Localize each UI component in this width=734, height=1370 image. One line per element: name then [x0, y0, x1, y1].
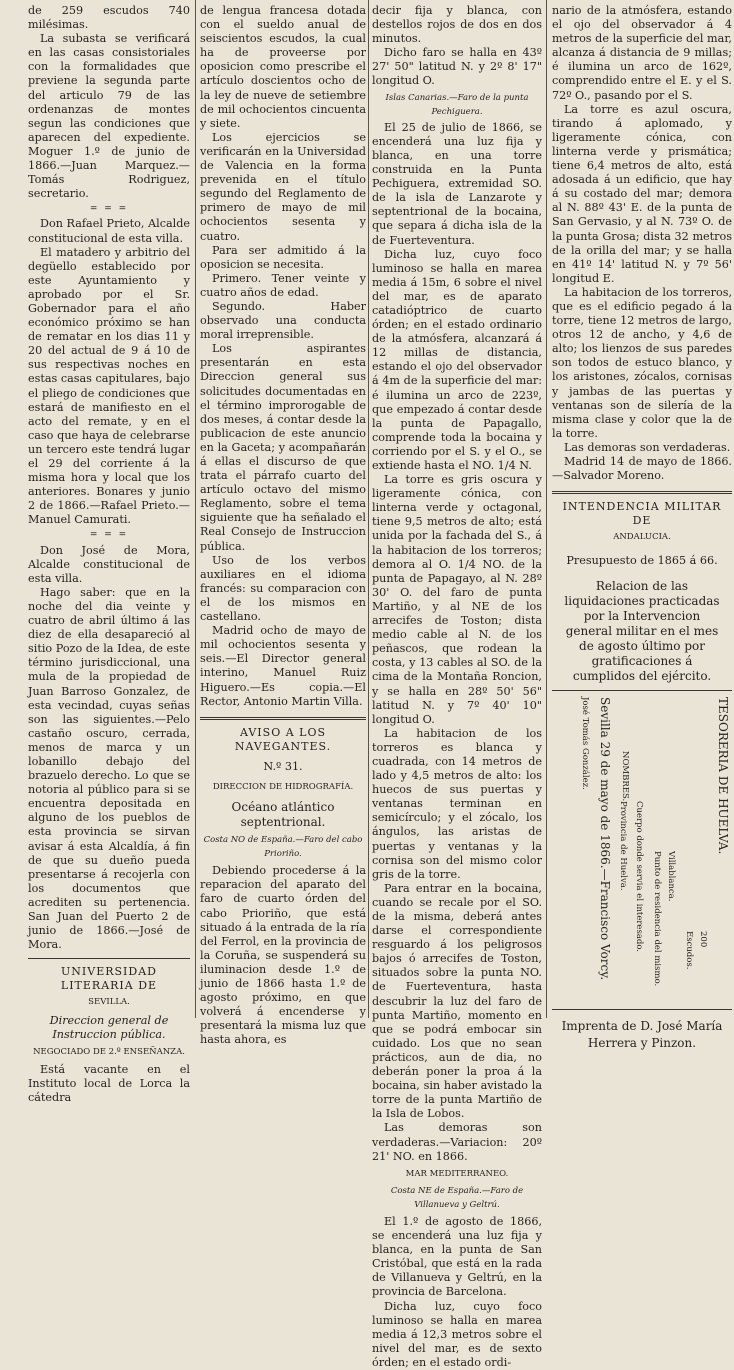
coast-title: Costa NE de España.—Faro de Villanueva y Geltrú.	[390, 1185, 524, 1210]
section-subheading: SEVILLA.	[88, 997, 130, 1008]
divider	[200, 717, 366, 720]
section-heading: UNIVERSIDAD LITERARIA DE	[60, 965, 158, 993]
paragraph: Uso de los verbos auxiliares en el idioma francés: su comparacion con el de los mismos en castellano.	[200, 553, 366, 624]
table-cell: Provincia de Huelva.	[618, 800, 629, 891]
coast-title: Costa NO de España.—Faro del cabo Prioriño.	[203, 835, 363, 860]
direction-title: Direccion general de Instruccion pública.	[49, 1013, 169, 1041]
table-header: Punto de residencia del mismo.	[652, 850, 663, 986]
paragraph: Las demoras son verdaderas.	[564, 440, 731, 454]
paragraph: Segundo. Haber observado una conducta moral irreprensible.	[200, 299, 366, 342]
paragraph: Para ser admitido á la oposicion se necesita.	[200, 243, 366, 271]
budget-title: Presupuesto de 1865 á 66.	[566, 554, 718, 568]
paragraph: La habitacion de los torreros es blanca y cuadrada, con 14 metros de lado y 4,5 metros de alto: los huecos de sus puertas y ventanas terminan en semicírculo; y el zócalo, los ángulos, las aristas de puertas y ventanas y la cornisa son del mismo color gris de la torre.	[372, 726, 542, 881]
treasury-title: TESORERIA DE HUELVA.	[716, 696, 731, 854]
paragraph: Para entrar en la bocaina, cuando se recale por el SO. de la misma, deberá antes darse el correspondiente resguardo á los peligrosos bajos ó arrecifes de Toston, situados sobre la punta NO. de Fuerteventura, hasta descubrir la luz del faro de punta Martiño, momento en que se podrá embocar sin cuidado. Los que no sean prácticos, aun de dia, no deberán poner la proa á la bocaina, sin haber avistado la torre de la punta Martiño de la Isla de Lobos.	[372, 881, 542, 1121]
paragraph: El matadero y arbitrio del degüello establecido por este Ayuntamiento y aprobado por el Sr. Gobernador para el año económico próximo se han de rematar en los dias 11 y 20 del actual de 9 á 10 de sus respectivas noches en estas casas capitulares, bajo el pliego de condiciones que estará de manifiesto en el acto del remate, y en el caso que haya de celebrarse un tercero este tendrá lugar el 29 del corriente á la misma hora y local que los anteriores. Bonares y junio 2 de 1866.—Rafael Prieto.—Manuel Camurati.	[28, 245, 190, 527]
column-rule	[195, 0, 196, 1018]
notice-heading: Don José de Mora, Alcalde constitucional de esta villa.	[28, 543, 190, 585]
divider	[552, 491, 732, 494]
column-rule	[368, 0, 369, 1018]
paragraph: Las demoras son verdaderas.—Variacion: 20º 21' NO. en 1866.	[372, 1121, 542, 1163]
paragraph: Dicho faro se halla en 43º 27' 50" latitud N. y 2º 8' 17" longitud O.	[372, 46, 542, 88]
ocean-title: Océano atlántico septentrional.	[231, 800, 335, 830]
paragraph: Debiendo procederse á la reparacion del aparato del faro de cuarto órden del cabo Prioriño, que está situado á la entrada de la ría del Ferrol, en la provincia de la Coruña, se suspenderá su iluminacion desde 1.º de junio de 1866 hasta 1.º de agosto próximo, en que volverá á encenderse y presentará la misma luz que hasta ahora, es	[200, 864, 366, 1047]
paragraph: El 1.º de agosto de 1866, se encenderá una luz fija y blanca, en la punta de San Cristóbal, que está en la rada de Villanueva y Geltrú, en la provincia de Barcelona.	[372, 1214, 542, 1299]
paragraph: El 25 de julio de 1866, se encenderá una luz fija y blanca, en una torre construida en la Punta Pechiguera, extremidad SO. de la isla de Lanzarote y septentrional de la bocaina, que separa á dicha isla de la de Fuerteventura.	[372, 120, 542, 247]
paragraph: Los ejercicios se verificarán en la Universidad de Valencia en la forma prevenida en el título segundo del Reglamento de primero de mayo de mil ochocientos sesenta y cuatro.	[200, 130, 366, 243]
paragraph: La habitacion de los torreros, que es el edificio pegado á la torre, tiene 12 metros de largo, otros 12 de ancho, y 4,6 de alto; los lienzos de sus paredes son todos de estuco blanco, y los aristones, zócalos, cornisas y jambas de las puertas y ventanas son de silería de la misma clase y color que la de la torre.	[552, 285, 732, 440]
notice-heading: Don Rafael Prieto, Alcalde constitucional de esta villa.	[28, 217, 190, 245]
divider	[28, 958, 190, 959]
paragraph: La torre es gris oscura y ligeramente cónica, con linterna verde y octagonal, tiene 9,5 metros de alto; está unida por la fachada del S., á la habitacion de los torreros; demora al O. 1/4 NO. de la punta de Papagayo, al N. 28º 30' O. del faro de punta Martiño, y al NE de los arrecifes de Toston; dista medio cable al N. de los peñascos, que rodean la costa, y 13 cables al SO. de la cima de la Montaña Roncion, y se halla en 28º 50' 56" latitud N. y 7º 40' 10" longitud O.	[372, 473, 542, 726]
table-footer: Sevilla 29 de mayo de 1866.—Francisco Vorcy.	[598, 696, 613, 980]
section-subheading: ANDALUCIA.	[613, 532, 671, 543]
column-3	[372, 4, 542, 1369]
paragraph: decir fija y blanca, con destellos rojos de dos en dos minutos.	[372, 4, 542, 46]
paragraph: de 259 escudos 740 milésimas.	[28, 4, 190, 32]
paragraph: Los aspirantes presentarán en esta Direccion general sus solicitudes documentadas en el término improrogable de dos meses, á contar desde la publicacion de este anuncio en la Gaceta; y acompañarán á ellas el discurso de que trata el párrafo cuarto del artículo octavo del mismo Reglamento, sobre el tema siguiente que ha señalado el Real Consejo de Instruccion pública.	[200, 342, 366, 553]
paragraph: Madrid ocho de mayo de mil ochocientos sesenta y seis.—El Director general interino, Manuel Ruiz Higuero.—Es copia.—El Rector, Antonio Martin Villa.	[200, 624, 366, 708]
rotated-table	[552, 690, 732, 1010]
table-cell: Villablanca.	[666, 850, 677, 902]
table-header: NOMBRES.	[620, 750, 631, 801]
paragraph: La subasta se verificará en las casas consistoriales con la formalidades que previene la segunda parte del articulo 79 de las ordenanzas de montes segun las condiciones que aparecen del expediente. Moguer 1.º de junio de 1866.—Juan Marquez.—Tomás Rodriguez, secretario.	[28, 32, 190, 201]
section-heading: INTENDENCIA MILITAR DE	[562, 500, 722, 528]
sea-title: MAR MEDITERRANEO.	[405, 1168, 509, 1179]
signature: Madrid 14 de mayo de 1866.—Salvador Moreno.	[552, 455, 732, 483]
notice-number: N.º 31.	[263, 759, 303, 773]
relation-title: Relacion de las liquidaciones practicadas por la Intervencion general militar en el mes de agosto último por gratificaciones á cumplidos del ejército.	[564, 578, 720, 683]
table-header: Escudos.	[684, 930, 695, 969]
paragraph: Hago saber: que en la noche del dia veinte y cuatro de abril último á las diez de ella desapareció al sitio Pozo de la Idea, de este término jurisdiccional, una mula de la propiedad de Juan Barroso Gonzalez, de esta vecindad, cuyas señas son las siguientes.—Pelo castaño oscuro, cerrada, menos de marca y un lobanillo debajo del brazuelo derecho. Lo que se notoria al público para si se encuentra depositada en alguno de los pueblos de esta provincia se sirvan avisar á esta Alcaldía, á fin de que su dueño pueda presentarse á recojerla con los documentos que acrediten su pertenencia. San Juan del Puerto 2 de junio de 1866.—José de Mora.	[28, 585, 190, 952]
paragraph: Dicha luz, cuyo foco luminoso se halla en marea media á 15m, 6 sobre el nivel del mar, es de aparato catadióptrico de cuarto órden; en el estado ordinario de la atmósfera, alcanzará á 12 millas de distancia, estando el ojo del observador á 4m de la superficie del mar: é ilumina un arco de 223º, que empezado á contar desde la punta de Papagallo, comprende toda la bocaina y corriendo por el S. y el O., se extiende hasta el NO. 1/4 N.	[372, 247, 542, 472]
separator: = = =	[89, 204, 129, 215]
section-heading: AVISO A LOS NAVEGANTES.	[234, 725, 332, 753]
column-4	[552, 4, 732, 1050]
paragraph: nario de la atmósfera, estando el ojo del observador á 4 metros de la superficie del mar, alcanza á distancia de 9 millas; é ilumina un arco de 162º, comprendido entre el E. y el S. 72º O., pasando por el S.	[552, 4, 732, 102]
column-2	[200, 4, 366, 1047]
paragraph: Primero. Tener veinte y cuatro años de edad.	[200, 271, 366, 299]
negociado-label: NEGOCIADO DE 2.º ENSEÑANZA.	[33, 1046, 185, 1057]
separator: = = =	[89, 530, 129, 541]
column-rule	[546, 0, 547, 1018]
paragraph: Está vacante en el Instituto local de Lorca la cátedra	[28, 1062, 190, 1105]
column-1	[28, 4, 190, 1105]
paragraph: La torre es azul oscura, tirando á aplomado, y ligeramente cónica, con linterna verde y prismática; tiene 6,4 metros de alto, está adosada á un edificio, que hay á su costado del mar; demora al N. 88º 43' E. de la punta de San Gervasio, y al N. 73º O. de la punta Grosa; dista 32 metros de la orilla del mar; y se halla en 41º 14' latitud N. y 7º 56' longitud E.	[552, 102, 732, 285]
paragraph: Dicha luz, cuyo foco luminoso se halla en marea media á 12,3 metros sobre el nivel del mar, es de sexto órden; en el estado ordi-	[372, 1299, 542, 1369]
table-cell: José Tomás González.	[580, 696, 591, 790]
table-cell: 200	[698, 930, 709, 947]
coast-title: Islas Canarias.—Faro de la punta Pechiguera.	[385, 92, 529, 117]
paragraph: de lengua francesa dotada con el sueldo anual de seiscientos escudos, la cual ha de proveerse por oposicion como prescribe el artículo doscientos ocho de la ley de nueve de setiembre de mil ochocientos cincuenta y siete.	[200, 4, 366, 130]
printer-credit: Imprenta de D. José María Herrera y Pinzon.	[561, 1018, 723, 1050]
table-header: Cuerpo donde servia el interesado.	[634, 800, 645, 952]
direction-label: DIRECCION DE HIDROGRAFÍA.	[212, 781, 354, 792]
